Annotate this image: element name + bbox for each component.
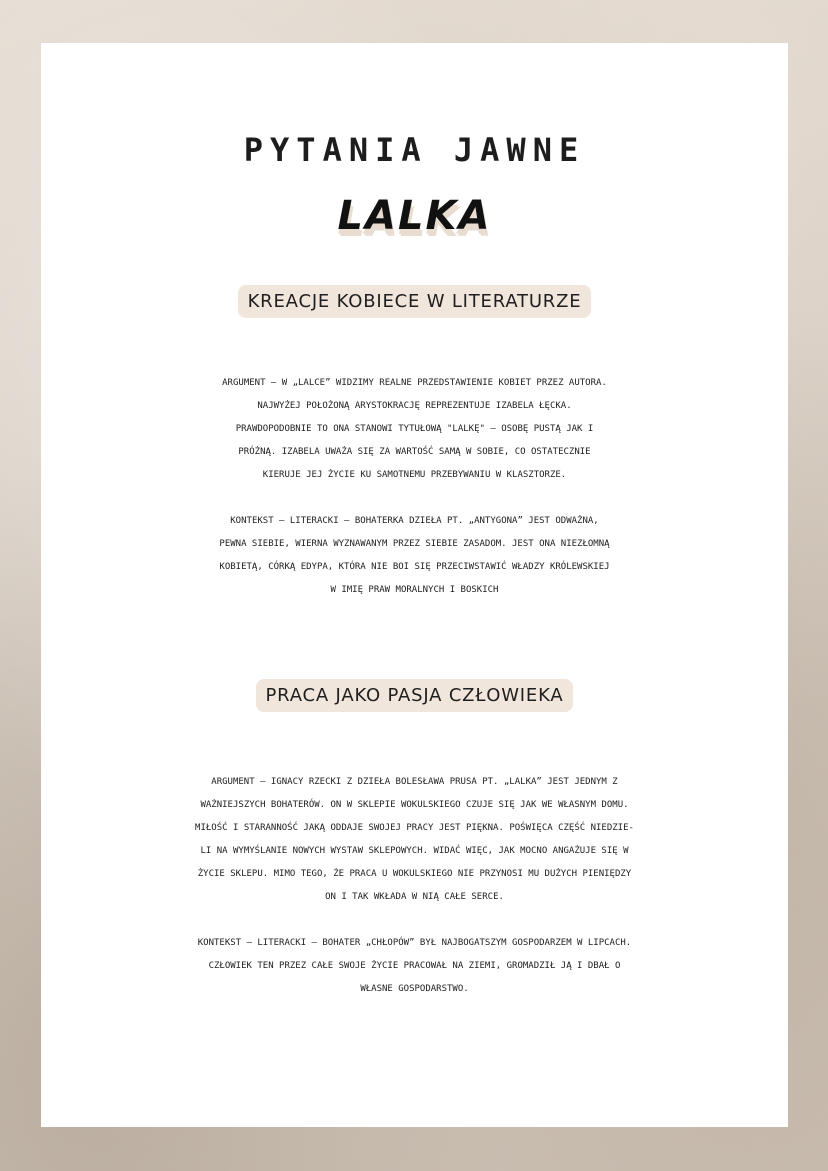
section-2-heading-wrap bbox=[41, 679, 788, 712]
section-1-argument bbox=[41, 372, 788, 487]
section-1-argument-line: KIERUJE JEJ ŻYCIE KU SAMOTNEMU PRZEBYWANIU W KLASZTORZE. bbox=[262, 470, 567, 480]
section-2-context-line: WŁASNE GOSPODARSTWO. bbox=[360, 984, 469, 994]
section-2-context bbox=[41, 932, 788, 1001]
section-1-context-line: KONTEKST – LITERACKI – BOHATERKA DZIEŁA PT. „ANTYGONA” JEST ODWAŻNA, bbox=[230, 516, 599, 526]
section-2-argument-line: WAŻNIEJSZYCH BOHATERÓW. ON W SKLEPIE WOKULSKIEGO CZUJE SIĘ JAK WE WŁASNYM DOMU. bbox=[200, 800, 629, 810]
section-2-argument-line: MIŁOŚĆ I STARANNOŚĆ JAKĄ ODDAJE SWOJEJ PRACY JEST PIĘKNA. POŚWIĘCA CZĘŚĆ NIEDZIE- bbox=[195, 823, 634, 833]
section-1-argument-line: ARGUMENT – W „LALCE” WIDZIMY REALNE PRZEDSTAWIENIE KOBIET PRZEZ AUTORA. bbox=[222, 378, 607, 388]
page-subtitle: LALKA bbox=[337, 193, 492, 239]
section-2-argument-line: LI NA WYMYŚLANIE NOWYCH WYSTAW SKLEPOWYCH. WIDAĆ WIĘC, JAK MOCNO ANGAŻUJE SIĘ W bbox=[200, 846, 629, 856]
section-2-argument bbox=[41, 771, 788, 909]
section-2-argument-line: ŻYCIE SKLEPU. MIMO TEGO, ŻE PRACA U WOKULSKIEGO NIE PRZYNOSI MU DUŻYCH PIENIĘDZY bbox=[197, 869, 632, 879]
section-1-argument-line: PRÓŻNĄ. IZABELA UWAŻA SIĘ ZA WARTOŚĆ SAMĄ W SOBIE, CO OSTATECZNIE bbox=[238, 447, 591, 457]
section-1-context bbox=[41, 510, 788, 602]
section-1-context-line: PEWNA SIEBIE, WIERNA WYZNAWANYM PRZEZ SIEBIE ZASADOM. JEST ONA NIEZŁOMNĄ bbox=[219, 539, 610, 549]
section-1-context-line: KOBIETĄ, CÓRKĄ EDYPA, KTÓRA NIE BOI SIĘ PRZECIWSTAWIĆ WŁADZY KRÓLEWSKIEJ bbox=[219, 562, 610, 572]
section-1-context-line: W IMIĘ PRAW MORALNYCH I BOSKICH bbox=[330, 585, 499, 595]
page-title: PYTANIA JAWNE bbox=[243, 131, 586, 169]
section-1-argument-line: NAJWYŻEJ POŁOŻONĄ ARYSTOKRACJĘ REPREZENTUJE IZABELA ŁĘCKA. bbox=[257, 401, 572, 411]
document-page bbox=[41, 43, 788, 1127]
section-2-context-line: KONTEKST – LITERACKI – BOHATER „CHŁOPÓW” BYŁ NAJBOGATSZYM GOSPODARZEM W LIPCACH. bbox=[197, 938, 632, 948]
section-2-argument-line: ON I TAK WKŁADA W NIĄ CAŁE SERCE. bbox=[325, 892, 504, 902]
section-1-heading: KREACJE KOBIECE W LITERATURZE bbox=[238, 285, 592, 318]
section-1-heading-wrap bbox=[41, 285, 788, 318]
section-1-argument-line: PRAWDOPODOBNIE TO ONA STANOWI TYTUŁOWĄ "LALKĘ" – OSOBĘ PUSTĄ JAK I bbox=[235, 424, 594, 434]
section-2-argument-line: ARGUMENT – IGNACY RZECKI Z DZIEŁA BOLESŁAWA PRUSA PT. „LALKA” JEST JEDNYM Z bbox=[211, 777, 618, 787]
section-2-heading: PRACA JAKO PASJA CZŁOWIEKA bbox=[256, 679, 574, 712]
section-2-context-line: CZŁOWIEK TEN PRZEZ CAŁE SWOJE ŻYCIE PRACOWAŁ NA ZIEMI, GROMADZIŁ JĄ I DBAŁ O bbox=[208, 961, 621, 971]
